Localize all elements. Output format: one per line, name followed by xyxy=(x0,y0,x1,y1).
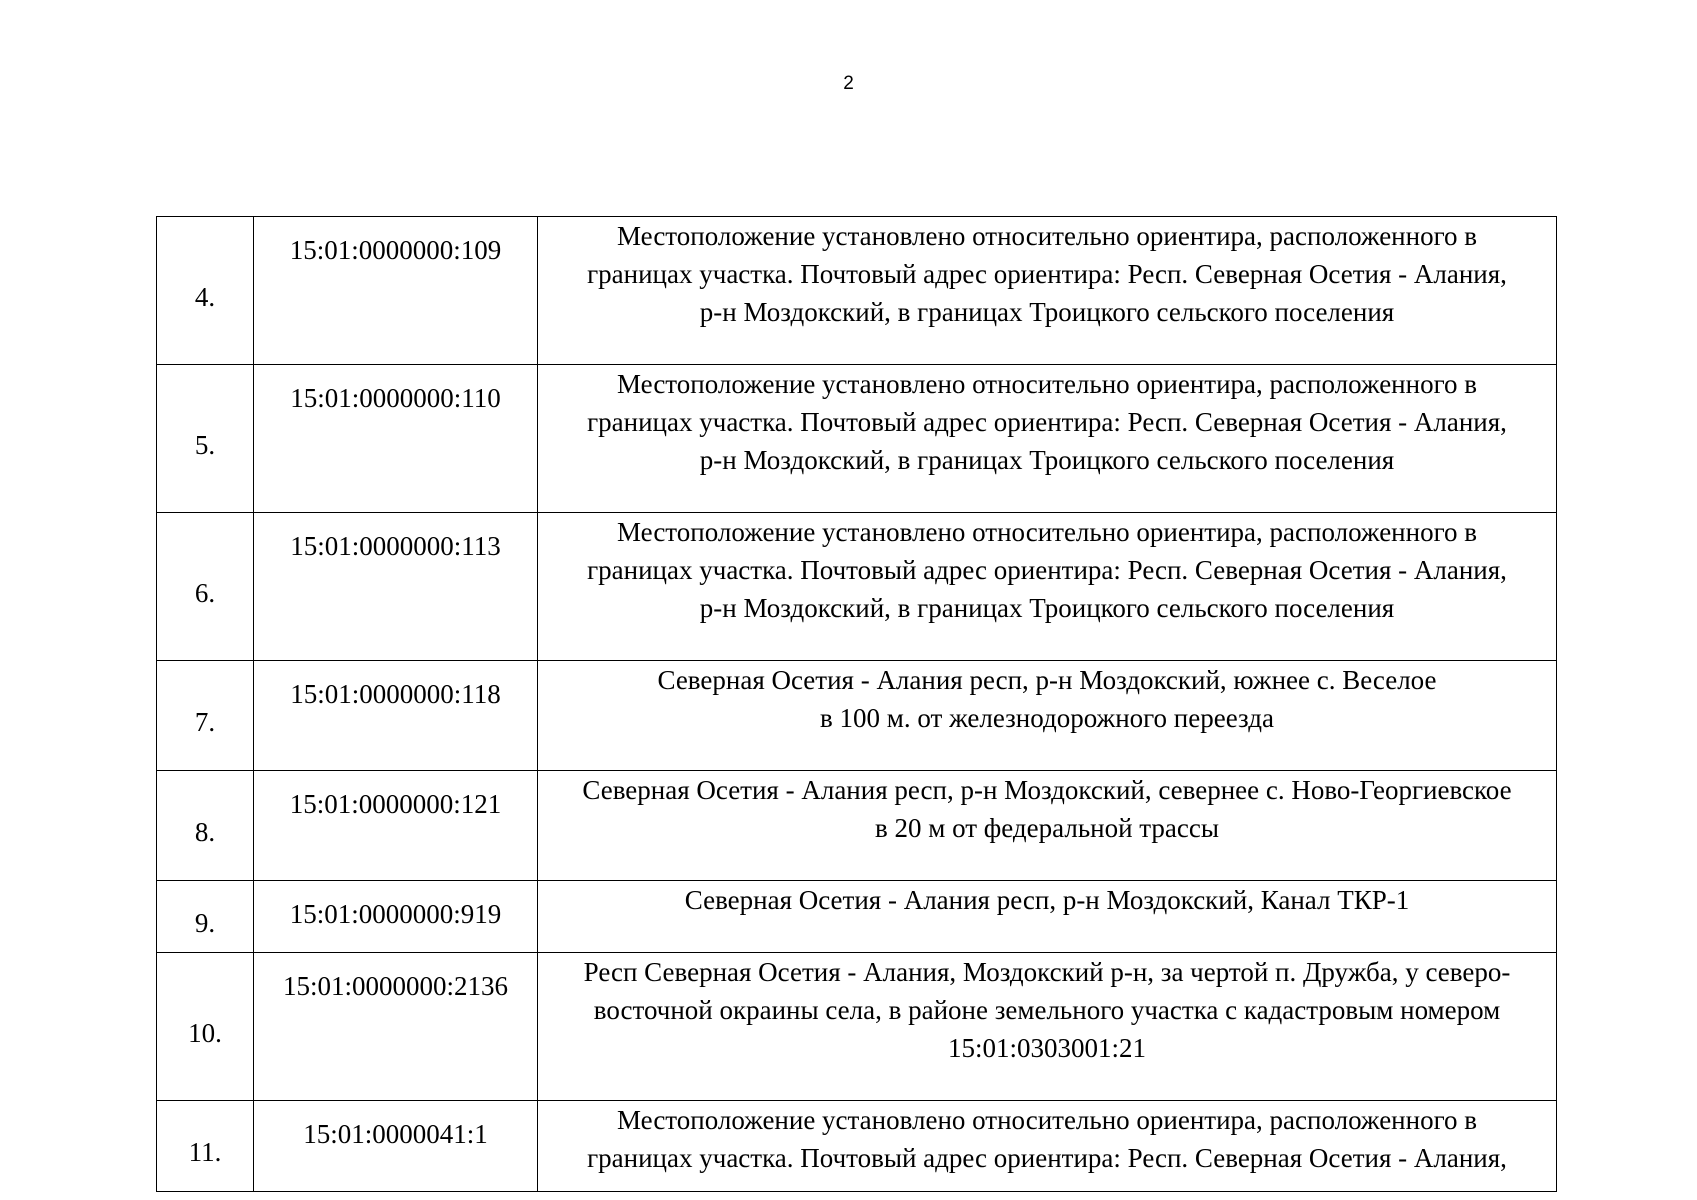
cadastral-number: 15:01:0000000:113 xyxy=(254,513,538,661)
location-line: в 20 м от федеральной трассы xyxy=(875,813,1219,843)
location-cell xyxy=(538,1101,1557,1192)
location-line: Северная Осетия - Алания респ, р-н Моздокский, Канал ТКР-1 xyxy=(684,885,1410,915)
location-line: границах участка. Почтовый адрес ориентира: Респ. Северная Осетия - Алания, xyxy=(587,259,1507,289)
cadastral-number: 15:01:0000000:121 xyxy=(254,771,538,881)
location-line: р-н Моздокский, в границах Троицкого сельского поселения xyxy=(699,593,1395,623)
row-number: 5. xyxy=(194,429,216,460)
location-line: Северная Осетия - Алания респ, р-н Моздокский, севернее с. Ново-Георгиевское xyxy=(582,775,1512,805)
location-line: р-н Моздокский, в границах Троицкого сельского поселения xyxy=(699,297,1395,327)
row-number: 4. xyxy=(194,281,216,312)
location-line: Северная Осетия - Алания респ, р-н Моздокский, южнее с. Веселое xyxy=(657,665,1437,695)
location-cell xyxy=(538,953,1557,1101)
table-row xyxy=(157,661,1557,771)
location-line: 15:01:0303001:21 xyxy=(947,1033,1146,1063)
land-plots-table xyxy=(156,216,1557,1192)
location-cell xyxy=(538,513,1557,661)
location-cell xyxy=(538,217,1557,365)
row-number-cell xyxy=(157,513,254,661)
row-number-cell xyxy=(157,953,254,1101)
row-number: 6. xyxy=(194,577,216,608)
location-line: в 100 м. от железнодорожного переезда xyxy=(820,703,1274,733)
row-number-cell xyxy=(157,771,254,881)
row-number: 7. xyxy=(194,706,216,737)
table-row xyxy=(157,1101,1557,1192)
table-row xyxy=(157,513,1557,661)
location-cell xyxy=(538,771,1557,881)
location-line: Местоположение установлено относительно ориентира, расположенного в xyxy=(617,369,1477,399)
row-number: 11. xyxy=(188,1137,222,1167)
row-number-cell xyxy=(157,661,254,771)
location-cell xyxy=(538,661,1557,771)
cadastral-number: 15:01:0000000:2136 xyxy=(254,953,538,1101)
row-number: 8. xyxy=(194,816,216,847)
row-number: 9. xyxy=(194,907,216,938)
location-cell xyxy=(538,881,1557,953)
cadastral-number: 15:01:0000000:919 xyxy=(254,881,538,953)
location-line: р-н Моздокский, в границах Троицкого сельского поселения xyxy=(699,445,1395,475)
table-row xyxy=(157,217,1557,365)
row-number-cell xyxy=(157,217,254,365)
location-line: восточной окраины села, в районе земельного участка с кадастровым номером xyxy=(593,995,1501,1025)
cadastral-number: 15:01:0000000:109 xyxy=(254,217,538,365)
location-line: Местоположение установлено относительно ориентира, расположенного в xyxy=(617,1105,1477,1135)
cadastral-number: 15:01:0000000:118 xyxy=(254,661,538,771)
table-row xyxy=(157,771,1557,881)
location-line: Местоположение установлено относительно ориентира, расположенного в xyxy=(617,517,1477,547)
row-number-cell xyxy=(157,365,254,513)
location-cell xyxy=(538,365,1557,513)
cadastral-number: 15:01:0000000:110 xyxy=(254,365,538,513)
location-line: границах участка. Почтовый адрес ориентира: Респ. Северная Осетия - Алания, xyxy=(587,1143,1507,1173)
cadastral-number: 15:01:0000041:1 xyxy=(254,1101,538,1192)
row-number-cell xyxy=(157,1101,254,1192)
location-line: Респ Северная Осетия - Алания, Моздокский р-н, за чертой п. Дружба, у северо- xyxy=(583,957,1511,987)
location-line: границах участка. Почтовый адрес ориентира: Респ. Северная Осетия - Алания, xyxy=(587,555,1507,585)
table-row xyxy=(157,881,1557,953)
page-number: 2 xyxy=(843,73,854,94)
table-row xyxy=(157,953,1557,1101)
location-line: границах участка. Почтовый адрес ориентира: Респ. Северная Осетия - Алания, xyxy=(587,407,1507,437)
row-number: 10. xyxy=(188,1017,222,1048)
location-line: Местоположение установлено относительно ориентира, расположенного в xyxy=(617,221,1477,251)
table-row xyxy=(157,365,1557,513)
row-number-cell xyxy=(157,881,254,953)
